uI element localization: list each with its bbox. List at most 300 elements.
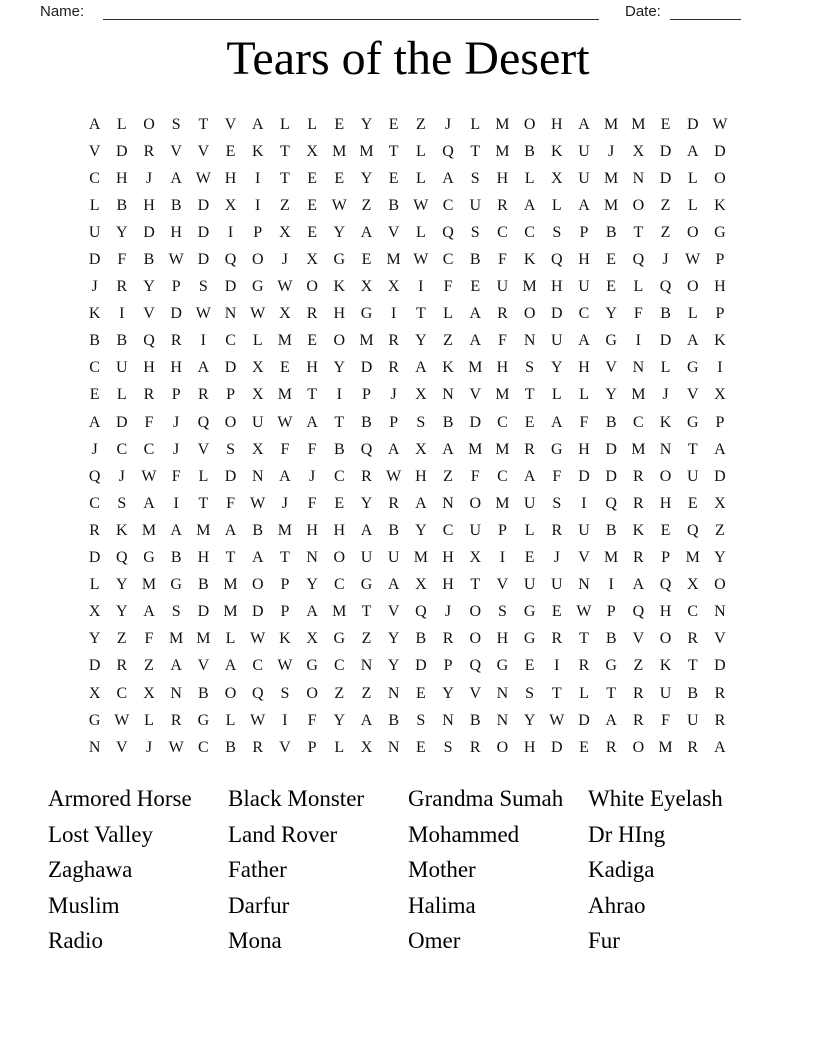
grid-letter: U — [551, 332, 563, 350]
grid-letter: H — [496, 169, 509, 187]
grid-letter: R — [633, 467, 644, 485]
grid-letter: K — [659, 413, 672, 431]
grid-letter: A — [143, 494, 155, 512]
grid-letter: N — [632, 169, 645, 187]
grid-letter: Y — [714, 549, 726, 567]
grid-letter: D — [605, 467, 617, 485]
grid-letter: V — [714, 630, 726, 648]
grid-letter: C — [89, 359, 100, 377]
grid-letter: I — [608, 576, 614, 594]
grid-letter: Z — [144, 657, 154, 675]
grid-letter: Z — [660, 196, 671, 214]
grid-letter: X — [360, 278, 373, 296]
grid-letter: O — [523, 305, 536, 323]
grid-letter: H — [442, 576, 454, 594]
grid-letter: X — [415, 440, 427, 458]
grid-letter: L — [551, 386, 562, 404]
grid-letter: P — [443, 657, 453, 675]
grid-letter: B — [524, 142, 535, 160]
grid-letter: K — [523, 251, 536, 269]
word-list-item: Zaghawa — [48, 857, 133, 883]
grid-letter: W — [114, 711, 130, 729]
grid-letter: T — [470, 142, 481, 160]
grid-letter: R — [687, 630, 699, 648]
grid-letter: N — [578, 576, 590, 594]
grid-letter: H — [333, 305, 346, 323]
grid-letter: H — [197, 549, 210, 567]
grid-letter: G — [88, 711, 101, 729]
grid-letter: U — [496, 278, 509, 296]
grid-letter: W — [549, 711, 565, 729]
grid-letter: Q — [632, 603, 645, 621]
grid-letter: L — [144, 711, 154, 729]
grid-letter: Z — [116, 630, 127, 648]
grid-letter: K — [442, 359, 454, 377]
grid-letter: F — [552, 467, 562, 485]
grid-letter: L — [415, 169, 426, 187]
grid-letter: A — [686, 142, 699, 160]
grid-letter: C — [497, 223, 508, 241]
grid-letter: P — [715, 251, 725, 269]
grid-letter: N — [714, 603, 726, 621]
grid-letter: F — [171, 467, 181, 485]
grid-letter: N — [387, 684, 400, 702]
grid-letter: G — [686, 413, 699, 431]
grid-letter: H — [415, 467, 427, 485]
grid-letter: Q — [224, 251, 237, 269]
word-list-item: Fur — [588, 928, 620, 954]
grid-letter: C — [333, 576, 345, 594]
word-list-item: Halima — [408, 892, 476, 918]
grid-letter: X — [143, 684, 155, 702]
grid-letter: W — [250, 494, 266, 512]
grid-letter: V — [387, 223, 400, 241]
grid-letter: J — [145, 169, 153, 187]
grid-letter: L — [415, 223, 426, 241]
grid-letter: I — [717, 359, 723, 377]
grid-letter: M — [631, 386, 646, 404]
grid-letter: A — [442, 440, 454, 458]
grid-letter: L — [579, 684, 589, 702]
grid-letter: C — [116, 684, 128, 702]
grid-letter: O — [632, 738, 645, 756]
grid-letter: M — [604, 169, 619, 187]
grid-letter: L — [89, 196, 100, 214]
grid-letter: M — [631, 440, 646, 458]
grid-letter: B — [605, 630, 617, 648]
grid-letter: Y — [143, 278, 155, 296]
grid-letter: D — [224, 278, 237, 296]
grid-letter: U — [88, 223, 101, 241]
grid-letter: M — [658, 738, 673, 756]
grid-letter: C — [497, 467, 508, 485]
grid-letter: O — [632, 196, 645, 214]
grid-letter: E — [334, 494, 345, 512]
grid-letter: N — [360, 657, 373, 675]
grid-letter: O — [333, 549, 346, 567]
grid-letter: W — [195, 305, 211, 323]
grid-letter: H — [116, 169, 128, 187]
grid-letter: D — [143, 223, 155, 241]
grid-letter: D — [224, 467, 237, 485]
grid-letter: G — [686, 359, 699, 377]
grid-letter: Q — [116, 549, 128, 567]
grid-letter: K — [279, 630, 291, 648]
grid-letter: T — [307, 386, 317, 404]
grid-letter: A — [279, 467, 291, 485]
grid-letter: E — [307, 223, 317, 241]
grid-letter: H — [659, 603, 672, 621]
grid-letter: R — [633, 684, 644, 702]
grid-letter: S — [470, 169, 480, 187]
grid-letter: X — [224, 196, 237, 214]
grid-letter: C — [333, 657, 345, 675]
grid-letter: J — [173, 440, 180, 458]
grid-letter: A — [360, 223, 373, 241]
grid-letter: B — [361, 413, 372, 431]
grid-letter: B — [170, 196, 182, 214]
grid-letter: N — [251, 467, 264, 485]
grid-letter: Q — [659, 278, 672, 296]
grid-letter: V — [279, 738, 291, 756]
grid-letter: W — [413, 196, 429, 214]
grid-letter: F — [307, 440, 317, 458]
grid-letter: N — [632, 359, 645, 377]
grid-letter: E — [388, 169, 399, 187]
grid-letter: I — [200, 332, 206, 350]
grid-letter: K — [251, 142, 264, 160]
grid-letter: H — [170, 359, 182, 377]
grid-letter: O — [251, 576, 264, 594]
grid-letter: X — [387, 278, 400, 296]
grid-letter: L — [89, 576, 100, 594]
grid-letter: P — [715, 305, 725, 323]
grid-letter: U — [578, 278, 590, 296]
grid-letter: F — [470, 467, 480, 485]
grid-letter: E — [388, 115, 399, 133]
grid-letter: A — [88, 115, 101, 133]
grid-letter: W — [168, 738, 184, 756]
grid-letter: D — [360, 359, 373, 377]
grid-letter: C — [497, 413, 508, 431]
grid-letter: P — [606, 603, 616, 621]
grid-letter: R — [633, 711, 644, 729]
word-list — [48, 781, 768, 959]
grid-letter: Q — [143, 332, 155, 350]
grid-letter: A — [523, 196, 536, 214]
word-list-column — [408, 781, 588, 959]
grid-letter: I — [255, 169, 261, 187]
grid-letter: U — [251, 413, 264, 431]
grid-letter: V — [143, 305, 155, 323]
grid-letter: Q — [415, 603, 427, 621]
grid-letter: R — [687, 738, 699, 756]
word-list-item: Mona — [228, 928, 282, 954]
word-list-column — [228, 781, 408, 959]
grid-letter: O — [306, 684, 318, 702]
grid-letter: M — [631, 115, 646, 133]
grid-letter: A — [714, 738, 726, 756]
grid-letter: F — [579, 413, 589, 431]
grid-letter: O — [714, 576, 726, 594]
grid-letter: J — [281, 494, 289, 512]
grid-letter: X — [415, 386, 427, 404]
grid-letter: K — [333, 278, 346, 296]
grid-letter: M — [223, 576, 238, 594]
name-label: Name: — [40, 3, 85, 20]
grid-letter: W — [386, 467, 402, 485]
grid-letter: T — [687, 440, 698, 458]
grid-letter: G — [143, 549, 155, 567]
grid-letter: N — [496, 684, 509, 702]
name-blank-line — [103, 19, 599, 20]
grid-letter: G — [333, 630, 346, 648]
grid-letter: U — [523, 494, 536, 512]
grid-letter: W — [195, 169, 211, 187]
grid-letter: T — [388, 142, 399, 160]
grid-letter: M — [277, 386, 293, 404]
word-list-item: White Eyelash — [588, 786, 723, 811]
grid-letter: H — [306, 521, 318, 539]
grid-letter: Q — [632, 251, 645, 269]
grid-letter: R — [306, 305, 318, 323]
grid-letter: E — [280, 359, 290, 377]
grid-letter: A — [686, 332, 699, 350]
grid-letter: X — [714, 494, 726, 512]
grid-letter: E — [334, 115, 345, 133]
grid-letter: U — [469, 521, 481, 539]
grid-letter: B — [415, 630, 427, 648]
grid-letter: B — [605, 223, 617, 241]
grid-letter: T — [415, 305, 426, 323]
grid-letter: Q — [686, 521, 699, 539]
grid-letter: G — [251, 278, 264, 296]
grid-letter: P — [715, 413, 725, 431]
grid-letter: Y — [333, 711, 346, 729]
grid-letter: F — [280, 440, 290, 458]
grid-letter: Z — [280, 196, 290, 214]
grid-letter: X — [251, 386, 264, 404]
grid-letter: B — [605, 413, 617, 431]
grid-letter: W — [250, 305, 266, 323]
grid-letter: A — [714, 440, 726, 458]
grid-letter: P — [253, 223, 263, 241]
grid-letter: G — [551, 440, 563, 458]
grid-letter: L — [252, 332, 263, 350]
grid-letter: C — [442, 521, 454, 539]
grid-letter: L — [334, 738, 345, 756]
grid-letter: J — [662, 251, 669, 269]
grid-letter: H — [143, 359, 155, 377]
grid-letter: M — [359, 332, 374, 350]
grid-letter: Q — [659, 576, 672, 594]
grid-letter: Q — [360, 440, 373, 458]
grid-letter: D — [551, 305, 563, 323]
grid-letter: D — [197, 603, 210, 621]
grid-letter: S — [552, 494, 562, 512]
grid-letter: N — [659, 440, 672, 458]
grid-letter: Y — [116, 576, 128, 594]
word-list-item: Father — [228, 857, 287, 883]
word-list-item: Armored Horse — [48, 786, 192, 811]
grid-letter: A — [442, 169, 454, 187]
grid-letter: H — [551, 115, 563, 133]
grid-letter: F — [443, 278, 453, 296]
grid-letter: D — [714, 657, 726, 675]
grid-letter: R — [633, 549, 644, 567]
grid-letter: W — [413, 251, 429, 269]
grid-letter: E — [334, 169, 345, 187]
grid-letter: R — [170, 332, 182, 350]
grid-letter: F — [307, 711, 317, 729]
grid-letter: X — [251, 359, 264, 377]
grid-letter: J — [444, 603, 452, 621]
grid-letter: O — [469, 630, 481, 648]
word-list-column — [588, 781, 768, 959]
grid-letter: E — [307, 196, 317, 214]
grid-letter: X — [415, 576, 427, 594]
grid-letter: K — [116, 521, 128, 539]
grid-letter: M — [604, 549, 619, 567]
grid-letter: J — [444, 115, 452, 133]
grid-letter: R — [143, 142, 155, 160]
grid-letter: D — [605, 440, 617, 458]
grid-letter: L — [280, 115, 290, 133]
grid-letter: A — [251, 115, 264, 133]
grid-letter: U — [659, 684, 672, 702]
grid-letter: O — [659, 467, 672, 485]
grid-letter: I — [119, 305, 125, 323]
grid-letter: F — [144, 413, 154, 431]
grid-letter: V — [197, 440, 210, 458]
grid-letter: T — [687, 657, 698, 675]
grid-letter: O — [686, 223, 699, 241]
grid-letter: A — [469, 305, 481, 323]
grid-letter: B — [170, 549, 182, 567]
grid-letter: Z — [443, 467, 453, 485]
grid-letter: A — [170, 657, 182, 675]
grid-letter: Z — [415, 115, 426, 133]
grid-letter: L — [307, 115, 317, 133]
grid-letter: D — [578, 467, 590, 485]
grid-letter: Q — [469, 657, 481, 675]
grid-letter: L — [551, 196, 562, 214]
grid-letter: R — [605, 738, 617, 756]
grid-letter: W — [141, 467, 157, 485]
grid-letter: X — [306, 630, 318, 648]
grid-letter: B — [333, 440, 345, 458]
grid-letter: B — [252, 521, 264, 539]
grid-letter: E — [606, 251, 617, 269]
grid-letter: P — [280, 603, 290, 621]
grid-letter: R — [714, 684, 726, 702]
grid-letter: A — [605, 711, 617, 729]
grid-letter: Y — [523, 711, 536, 729]
grid-letter: F — [661, 711, 670, 729]
grid-letter: X — [551, 169, 563, 187]
grid-letter: X — [279, 223, 291, 241]
grid-letter: J — [145, 738, 153, 756]
grid-letter: B — [198, 684, 209, 702]
grid-letter: D — [197, 223, 210, 241]
grid-letter: L — [415, 142, 426, 160]
grid-letter: P — [579, 223, 589, 241]
grid-letter: N — [224, 305, 237, 323]
grid-letter: T — [551, 684, 562, 702]
grid-letter: G — [333, 251, 346, 269]
grid-letter: R — [497, 305, 508, 323]
grid-letter: S — [416, 711, 426, 729]
grid-letter: C — [687, 603, 699, 621]
word-list-item: Black Monster — [228, 786, 365, 811]
grid-letter: A — [197, 359, 210, 377]
grid-letter: U — [686, 711, 699, 729]
grid-letter: A — [551, 413, 563, 431]
grid-letter: W — [576, 603, 592, 621]
grid-letter: K — [714, 332, 726, 350]
grid-letter: M — [223, 603, 238, 621]
grid-letter: A — [251, 549, 264, 567]
grid-letter: M — [685, 549, 700, 567]
grid-letter: A — [578, 332, 590, 350]
grid-letter: H — [551, 278, 563, 296]
grid-letter: S — [171, 115, 181, 133]
grid-letter: O — [224, 413, 237, 431]
grid-letter: X — [360, 738, 373, 756]
grid-letter: P — [171, 278, 181, 296]
grid-letter: D — [659, 332, 672, 350]
grid-letter: A — [224, 657, 237, 675]
grid-letter: G — [360, 305, 373, 323]
grid-letter: Q — [442, 142, 454, 160]
grid-letter: I — [581, 494, 587, 512]
grid-letter: Y — [387, 657, 400, 675]
grid-letter: B — [469, 711, 481, 729]
grid-letter: J — [173, 413, 180, 431]
grid-letter: C — [143, 440, 155, 458]
grid-letter: S — [443, 738, 453, 756]
word-list-column — [48, 781, 228, 959]
grid-letter: W — [277, 413, 293, 431]
grid-letter: U — [551, 576, 563, 594]
grid-letter: E — [524, 549, 535, 567]
grid-letter: Y — [415, 332, 427, 350]
grid-letter: P — [497, 521, 507, 539]
grid-letter: H — [224, 169, 237, 187]
grid-letter: Q — [605, 494, 617, 512]
grid-letter: Z — [361, 684, 372, 702]
grid-letter: I — [390, 305, 397, 323]
grid-letter: A — [415, 494, 427, 512]
grid-letter: A — [469, 332, 481, 350]
grid-letter: O — [143, 115, 155, 133]
grid-letter: Z — [633, 657, 644, 675]
grid-letter: B — [605, 521, 617, 539]
grid-letter: X — [686, 576, 699, 594]
grid-letter: H — [496, 359, 509, 377]
grid-letter: B — [388, 711, 399, 729]
grid-letter: R — [116, 278, 128, 296]
grid-letter: Y — [306, 576, 318, 594]
grid-letter: R — [198, 386, 209, 404]
grid-letter: Y — [360, 115, 373, 133]
grid-letter: K — [659, 657, 672, 675]
grid-letter: E — [307, 332, 317, 350]
grid-letter: L — [225, 630, 236, 648]
grid-letter: N — [523, 332, 536, 350]
grid-letter: H — [714, 278, 726, 296]
grid-letter: N — [170, 684, 182, 702]
